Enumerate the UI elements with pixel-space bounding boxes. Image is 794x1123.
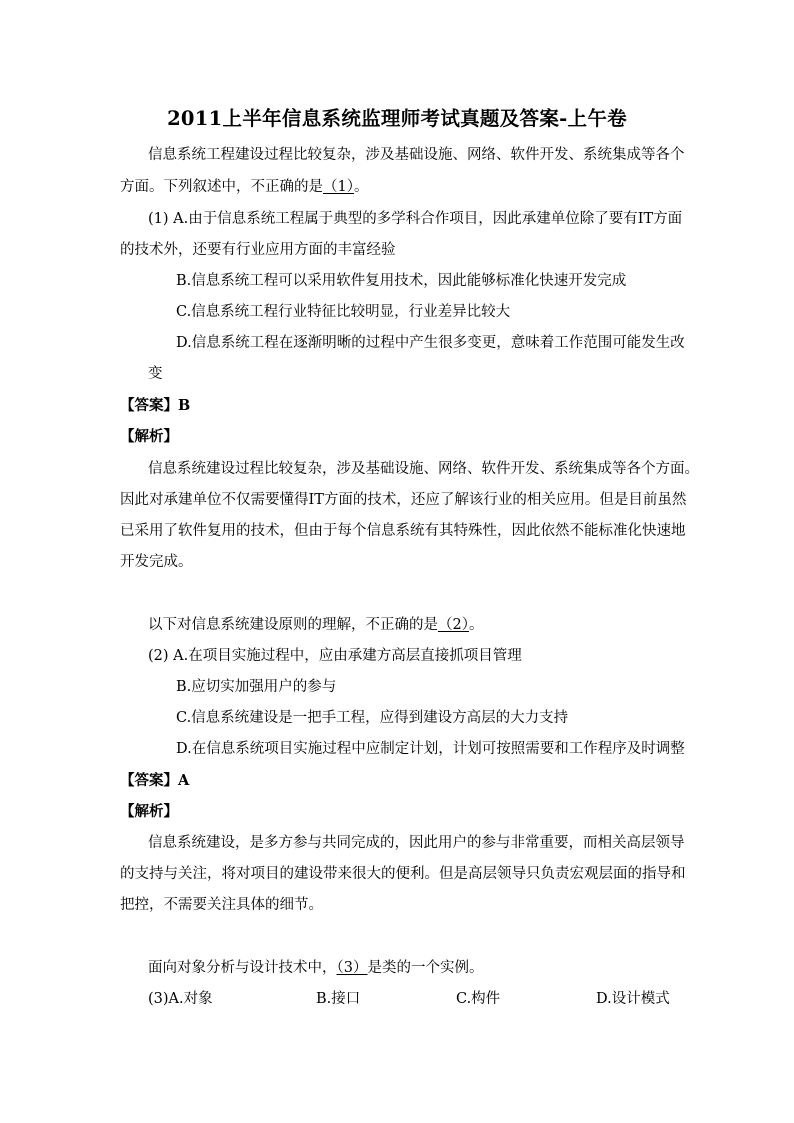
q2-option-c: C.信息系统建设是一把手工程，应得到建设方高层的大力支持 bbox=[176, 710, 569, 726]
q1-option-d-line1: D.信息系统工程在逐渐明晰的过程中产生很多变更，意味着工作范围可能发生改 bbox=[176, 335, 685, 351]
page-title: 2011上半年信息系统监理师考试真题及答案-上午卷 bbox=[167, 107, 627, 130]
q3-option-c: C.构件 bbox=[456, 991, 501, 1007]
q1-blank: （1） bbox=[323, 179, 354, 195]
q1-option-a-line1: (1) A.由于信息系统工程属于典型的多学科合作项目，因此承建单位除了要有IT方面 bbox=[148, 211, 683, 227]
q2-analysis-line2: 的支持与关注，将对项目的建设带来很大的便利。但是高层领导只负责宏观层面的指导和 bbox=[120, 866, 686, 882]
q1-stem-text: 方面。下列叙述中，不正确的是 bbox=[120, 179, 323, 195]
q1-analysis-line2: 因此对承建单位不仅需要懂得IT方面的技术，还应了解该行业的相关应用。但是目前虽然 bbox=[120, 492, 687, 508]
q3-option-a: (3)A.对象 bbox=[148, 991, 213, 1007]
q1-option-c: C.信息系统工程行业特征比较明显，行业差异比较大 bbox=[176, 304, 511, 320]
q1-stem-line1: 信息系统工程建设过程比较复杂，涉及基础设施、网络、软件开发、系统集成等各个 bbox=[148, 147, 685, 163]
q3-stem-end: 是类的一个实例。 bbox=[367, 960, 484, 976]
q2-answer bbox=[120, 771, 189, 791]
q1-answer bbox=[120, 396, 190, 416]
q2-analysis-line3: 把控，不需要关注具体的细节。 bbox=[120, 897, 323, 913]
q1-analysis-line1: 信息系统建设过程比较复杂，涉及基础设施、网络、软件开发、系统集成等各个方面。 bbox=[148, 461, 699, 477]
q1-option-d-line2: 变 bbox=[148, 366, 163, 382]
q2-answer-value: A bbox=[178, 772, 190, 789]
q2-analysis-label: 【解析】 bbox=[120, 803, 178, 820]
q3-option-d: D.设计模式 bbox=[596, 991, 670, 1007]
q1-stem-line2 bbox=[120, 177, 368, 197]
q1-answer-value: B bbox=[178, 397, 191, 414]
q2-answer-label: 【答案】 bbox=[120, 772, 178, 789]
q1-answer-label: 【答案】 bbox=[120, 397, 178, 414]
q3-option-b: B.接口 bbox=[316, 991, 361, 1007]
q1-option-b: B.信息系统工程可以采用软件复用技术，因此能够标准化快速开发完成 bbox=[176, 273, 627, 289]
q1-analysis-line4: 开发完成。 bbox=[120, 554, 193, 570]
q2-analysis-line1: 信息系统建设，是多方参与共同完成的，因此用户的参与非常重要，而相关高层领导 bbox=[148, 835, 685, 851]
q1-option-a-line2: 的技术外，还要有行业应用方面的丰富经验 bbox=[120, 242, 396, 258]
q1-analysis-line3: 已采用了软件复用的技术，但由于每个信息系统有其特殊性，因此依然不能标准化快速地 bbox=[120, 523, 686, 539]
q2-stem-text: 以下对信息系统建设原则的理解，不正确的是 bbox=[148, 617, 438, 633]
q3-stem bbox=[148, 958, 483, 978]
q3-stem-text: 面向对象分析与设计技术中， bbox=[148, 960, 337, 976]
q2-option-b: B.应切实加强用户的参与 bbox=[176, 679, 337, 695]
q2-option-a: (2) A.在项目实施过程中，应由承建方高层直接抓项目管理 bbox=[148, 648, 522, 664]
q2-blank: （2） bbox=[438, 617, 469, 633]
q1-stem-end: 。 bbox=[353, 179, 369, 195]
q2-option-d: D.在信息系统项目实施过程中应制定计划，计划可按照需要和工作程序及时调整 bbox=[176, 741, 685, 757]
q2-stem bbox=[148, 615, 483, 635]
q3-blank: （3） bbox=[336, 960, 368, 976]
q2-stem-end: 。 bbox=[468, 617, 484, 633]
q1-analysis-label: 【解析】 bbox=[120, 428, 178, 445]
